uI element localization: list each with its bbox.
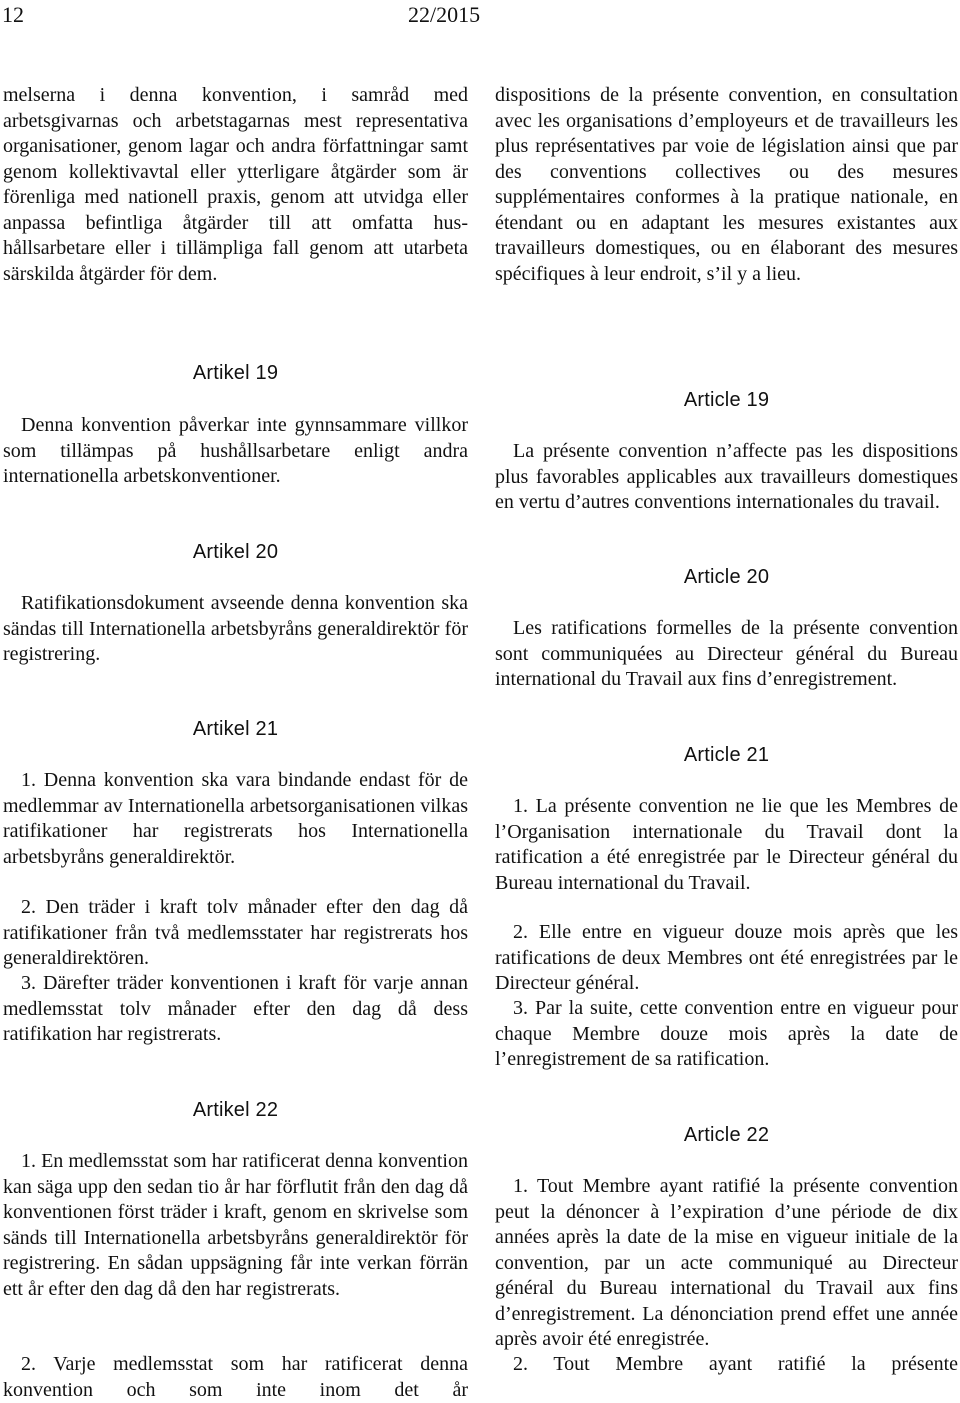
sv-article-20-heading: Artikel 20 <box>192 541 279 563</box>
sv-article-20-text: Ratifikationsdokument avseende denna konvention ska sändas till Internationella arbetsbyråns generaldirektör för registrering. <box>3 592 468 665</box>
fr-article-22-paragraph-2: 2. Tout Membre ayant ratifié la présente <box>513 1353 958 1375</box>
sv-article-22-paragraph-2: 2. Varje medlemsstat som har ratificerat denna konvention och som inte inom det år <box>3 1353 468 1401</box>
fr-article-19-text: La présente convention n’affecte pas les dispositions plus favorables applicables aux travailleurs domestiques en vertu d’autres conventions internationales du travail. <box>495 440 958 513</box>
sv-article-21-heading: Artikel 21 <box>192 718 279 740</box>
fr-intro-paragraph: dispositions de la présente convention, en consultation avec les organisations d’employeurs et de travailleurs les plus représentatives par voie de législation ainsi que par des conventions collectives ou des mesures supplémentaires conformes à la pratique nationale, en étendant ou en adaptant les mesures existantes aux travailleurs domestiques, ou en élaborant des mesures spécifiques à leur endroit, s’il y a lieu. <box>495 84 958 285</box>
fr-article-21-paragraph-2: 2. Elle entre en vigueur douze mois après que les ratifications de deux Membres ont été enregistrées par le Directeur général. <box>495 921 958 994</box>
fr-article-22-paragraph-1: 1. Tout Membre ayant ratifié la présente convention peut la dénoncer à l’expiration d’une période de dix années après la date de la mise en vigueur initiale de la convention, par un acte communiqué au Directeur général du Bureau international du Travail aux fins d’enregistrement. La dénonciation prend effet une année après avoir été enregistrée. <box>495 1175 958 1350</box>
sv-article-21-paragraph-2: 2. Den träder i kraft tolv månader efter den dag då ratifikationer från två medlemsstater har registrerats hos generaldirektören. <box>3 896 468 969</box>
fr-article-20-text: Les ratifications formelles de la présente convention sont communiquées au Directeur général du Bureau international du Travail aux fins d’enregistrement. <box>495 617 958 690</box>
issue-number: 22/2015 <box>408 2 481 27</box>
sv-article-21-paragraph-1: 1. Denna konvention ska vara bindande endast för de medlemmar av Internationella arbetsorganisationen vilkas ratifikationer har registrerats hos Internationella arbetsbyråns generaldirektör. <box>3 769 468 868</box>
sv-article-21-paragraph-3: 3. Därefter träder konventionen i kraft för varje annan medlemsstat tolv månader efter den dag då dess ratifikation har registrerats. <box>3 972 468 1045</box>
sv-intro-paragraph: melserna i denna konvention, i samråd med arbetsgivarnas och arbetstagarnas mest representativa organisationer, genom lagar och andra författningar samt genom kollektivavtal eller ytterligare åtgärder som är förenliga med nationell praxis, genom att utvidga eller anpassa befintliga åtgärder till att omfatta hushållsarbetare eller i tillämpliga fall genom att utarbeta särskilda åtgärder för dem. <box>3 84 468 285</box>
fr-article-21-paragraph-3: 3. Par la suite, cette convention entre en vigueur pour chaque Membre douze mois après la date de l’enregistrement de sa ratification. <box>495 997 958 1070</box>
page-number: 12 <box>2 2 24 27</box>
fr-article-21-paragraph-1: 1. La présente convention ne lie que les Membres de l’Organisation internationale du Travail dont la ratification a été enregistrée par le Directeur général du Bureau international du Travail. <box>495 795 958 894</box>
fr-article-19-heading: Article 19 <box>683 389 770 411</box>
sv-article-22-paragraph-1: 1. En medlemsstat som har ratificerat denna konvention kan säga upp den sedan tio år har förflutit från den dag då konventionen först träder i kraft, genom en skrivelse som sänds till Internationella arbetsbyråns generaldirektör för registrering. En sådan uppsägning får inte verkan förrän ett år efter den dag då den har registrerats. <box>3 1150 468 1300</box>
fr-article-22-heading: Article 22 <box>683 1124 770 1146</box>
sv-article-22-heading: Artikel 22 <box>192 1099 279 1121</box>
sv-article-19-heading: Artikel 19 <box>192 362 279 384</box>
sv-article-19-text: Denna konvention påverkar inte gynnsammare villkor som tillämpas på hushållsarbetare enligt andra internationella arbetskonventioner. <box>3 414 468 487</box>
fr-article-20-heading: Article 20 <box>683 566 770 588</box>
fr-article-21-heading: Article 21 <box>683 744 770 766</box>
